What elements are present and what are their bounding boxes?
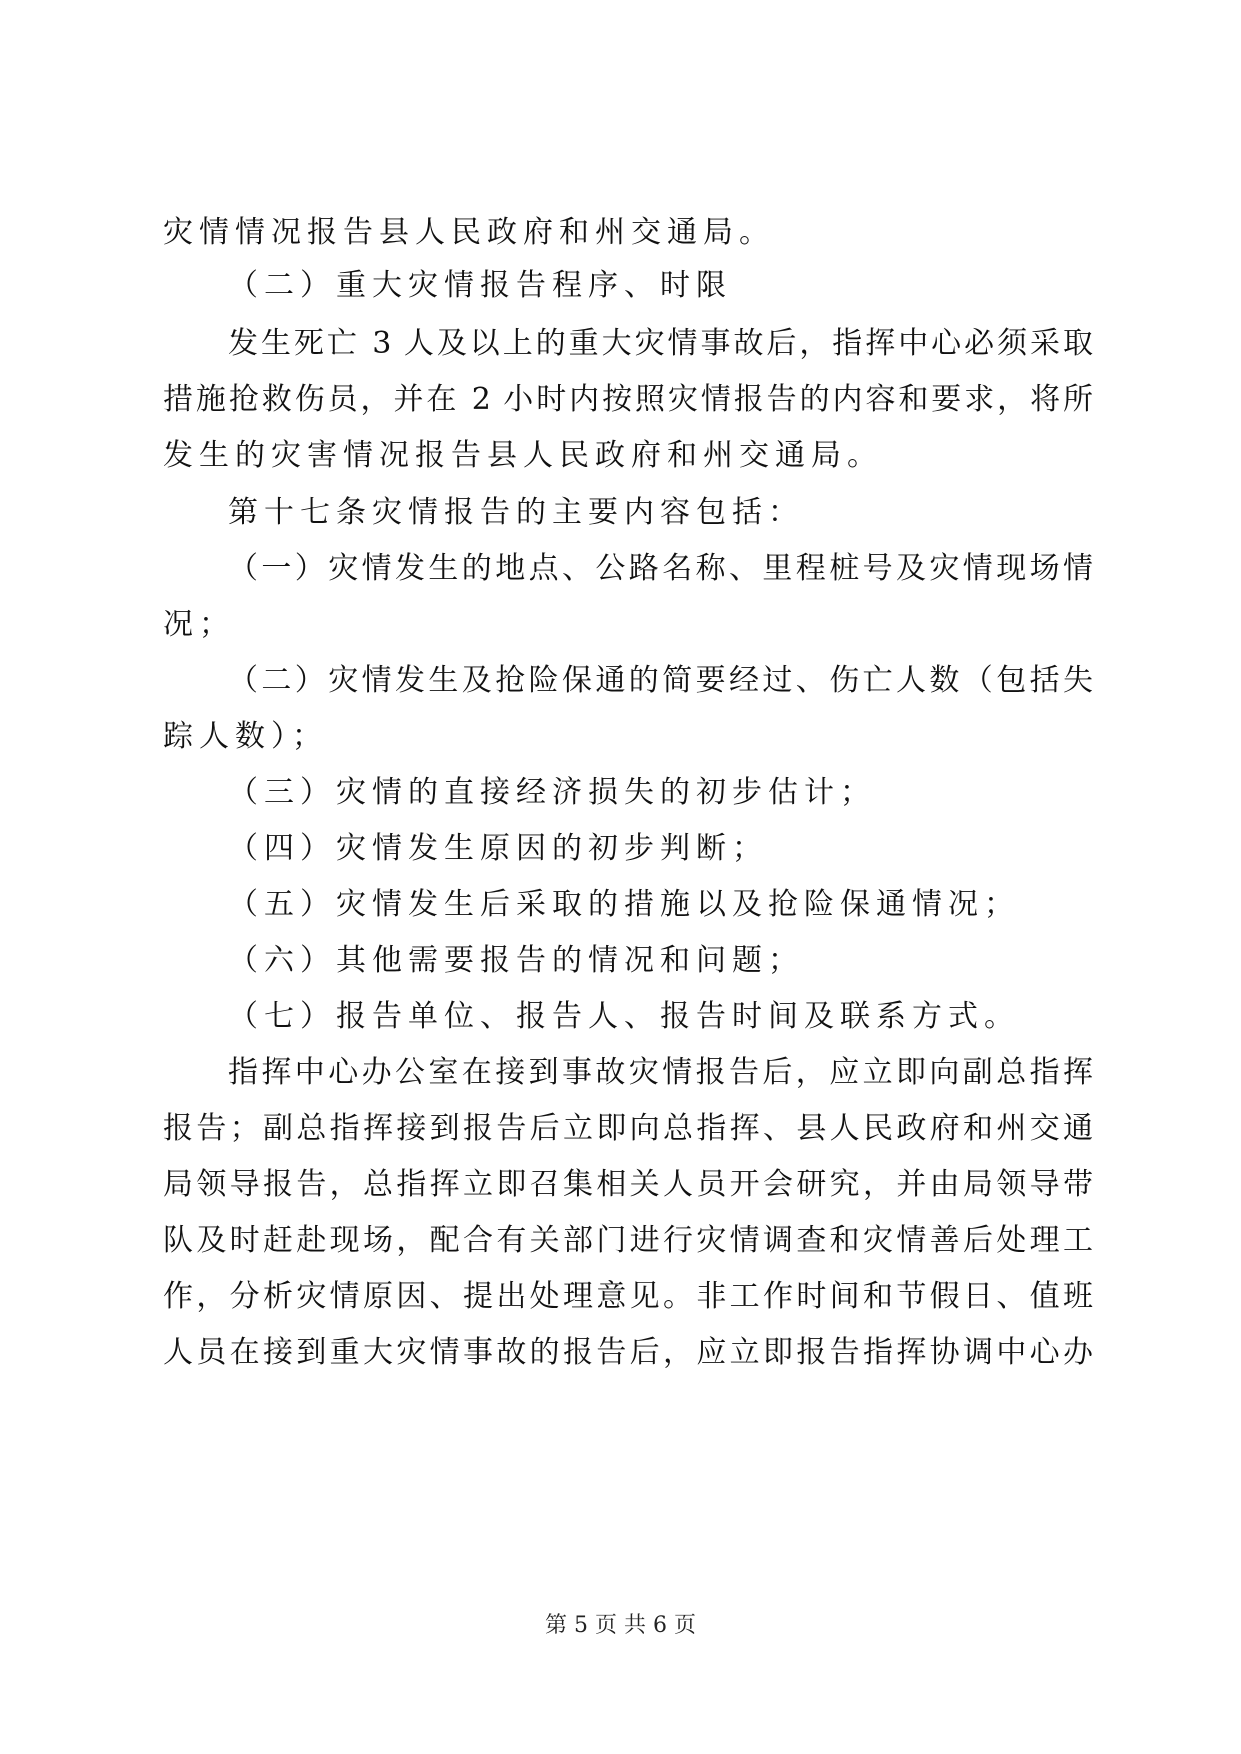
list-item: （三）灾情的直接经济损失的初步估计； [228, 775, 876, 810]
text-line: 人员在接到重大灾情事故的报告后，应立即报告指挥协调中心办 [163, 1335, 1093, 1370]
list-item: （四）灾情发生原因的初步判断； [228, 831, 768, 866]
text-line: 况； [163, 607, 235, 642]
text-line: 措施抢救伤员，并在 2 小时内按照灾情报告的内容和要求，将所 [163, 382, 1093, 417]
page-number: 第 5 页 共 6 页 [545, 1613, 696, 1638]
text-line: 发生的灾害情况报告县人民政府和州交通局。 [163, 438, 883, 473]
text-line: 发生死亡 3 人及以上的重大灾情事故后，指挥中心必须采取 [228, 326, 1093, 361]
list-item: （五）灾情发生后采取的措施以及抢险保通情况； [228, 887, 1020, 922]
article-heading: 第十七条灾情报告的主要内容包括： [228, 495, 804, 530]
list-item: （七）报告单位、报告人、报告时间及联系方式。 [228, 999, 1020, 1034]
list-item: （六）其他需要报告的情况和问题； [228, 943, 804, 978]
text-line: 灾情情况报告县人民政府和州交通局。 [163, 215, 775, 250]
text-line: 作，分析灾情原因、提出处理意见。非工作时间和节假日、值班 [163, 1279, 1093, 1314]
text-line: 指挥中心办公室在接到事故灾情报告后，应立即向副总指挥 [228, 1055, 1093, 1090]
text-line: 队及时赶赴现场，配合有关部门进行灾情调查和灾情善后处理工 [163, 1223, 1093, 1258]
text-line: 局领导报告，总指挥立即召集相关人员开会研究，并由局领导带 [163, 1167, 1093, 1202]
list-item: （二）灾情发生及抢险保通的简要经过、伤亡人数（包括失 [228, 663, 1093, 698]
text-line: 踪人数）； [163, 719, 328, 754]
section-heading: （二）重大灾情报告程序、时限 [228, 268, 732, 303]
list-item: （一）灾情发生的地点、公路名称、里程桩号及灾情现场情 [228, 551, 1093, 586]
text-line: 报告；副总指挥接到报告后立即向总指挥、县人民政府和州交通 [163, 1111, 1093, 1146]
